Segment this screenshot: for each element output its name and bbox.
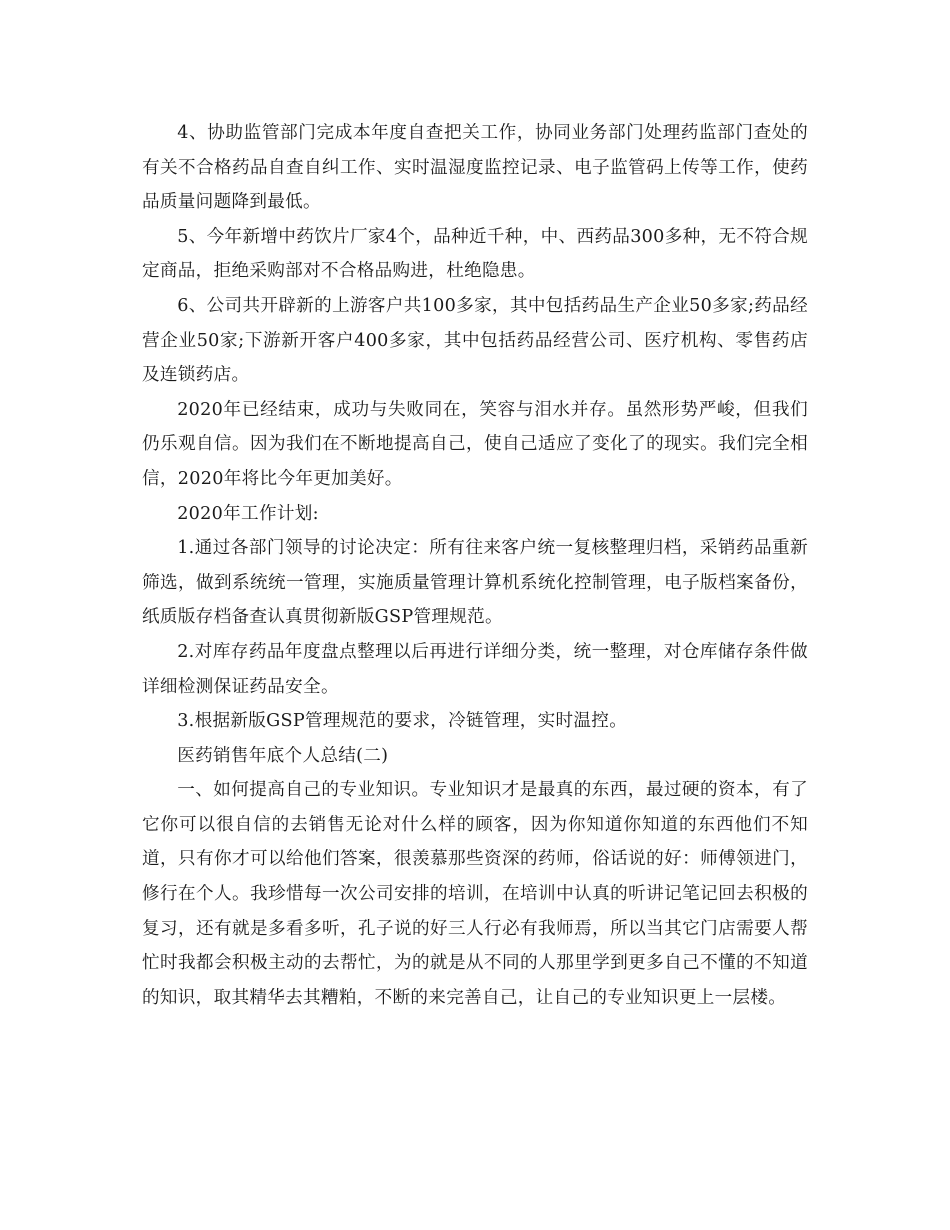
paragraph-plan-heading: 2020年工作计划:	[177, 503, 319, 524]
paragraph-plan-1: 1.通过各部门领导的讨论决定：所有往来客户统一复核整理归档，采销药品重新筛选，做到系统统一管理，实施质量管理计算机系统化控制管理，电子版档案备份，纸质版存档备查认真贯彻新版GSP管理规范。	[142, 538, 808, 628]
paragraph-item-6: 6、公司共开辟新的上游客户共100多家，其中包括药品生产企业50多家;药品经营企业50家;下游新开客户400多家，其中包括药品经营公司、医疗机构、零售药店及连锁药店。	[142, 295, 808, 386]
paragraph-item-4: 4、协助监管部门完成本年度自查把关工作，协同业务部门处理药监部门查处的有关不合格药品自查自纠工作、实时温湿度监控记录、电子监管码上传等工作，使药品质量问题降到最低。	[142, 123, 808, 213]
paragraph-professional-knowledge: 一、如何提高自己的专业知识。专业知识才是最真的东西，最过硬的资本，有了它你可以很自信的去销售无论对什么样的顾客，因为你知道你知道的东西他们不知道，只有你才可以给他们答案，很羡慕那些资深的药师，俗话说的好：师傅领进门，修行在个人。我珍惜每一次公司安排的培训，在培训中认真的听讲记笔记回去积极的复习，还有就是多看多听，孔子说的好三人行必有我师焉，所以当其它门店需要人帮忙时我都会积极主动的去帮忙，为的就是从不同的人那里学到更多自己不懂的不知道的知识，取其精华去其糟粕，不断的来完善自己，让自己的专业知识更上一层楼。	[142, 780, 808, 1008]
paragraph-section-title: 医药销售年底个人总结(二)	[177, 745, 389, 766]
paragraph-plan-3: 3.根据新版GSP管理规范的要求，冷链管理，实时温控。	[177, 711, 628, 732]
paragraph-plan-2: 2.对库存药品年度盘点整理以后再进行详细分类，统一整理，对仓库储存条件做详细检测保证药品安全。	[142, 641, 808, 697]
paragraph-item-5: 5、今年新增中药饮片厂家4个，品种近千种，中、西药品300多种，无不符合规定商品，拒绝采购部对不合格品购进，杜绝隐患。	[142, 226, 808, 282]
paragraph-year-summary: 2020年已经结束，成功与失败同在，笑容与泪水并存。虽然形势严峻，但我们仍乐观自信。因为我们在不断地提高自己，使自己适应了变化了的现实。我们完全相信，2020年将比今年更加美好。	[142, 399, 808, 489]
